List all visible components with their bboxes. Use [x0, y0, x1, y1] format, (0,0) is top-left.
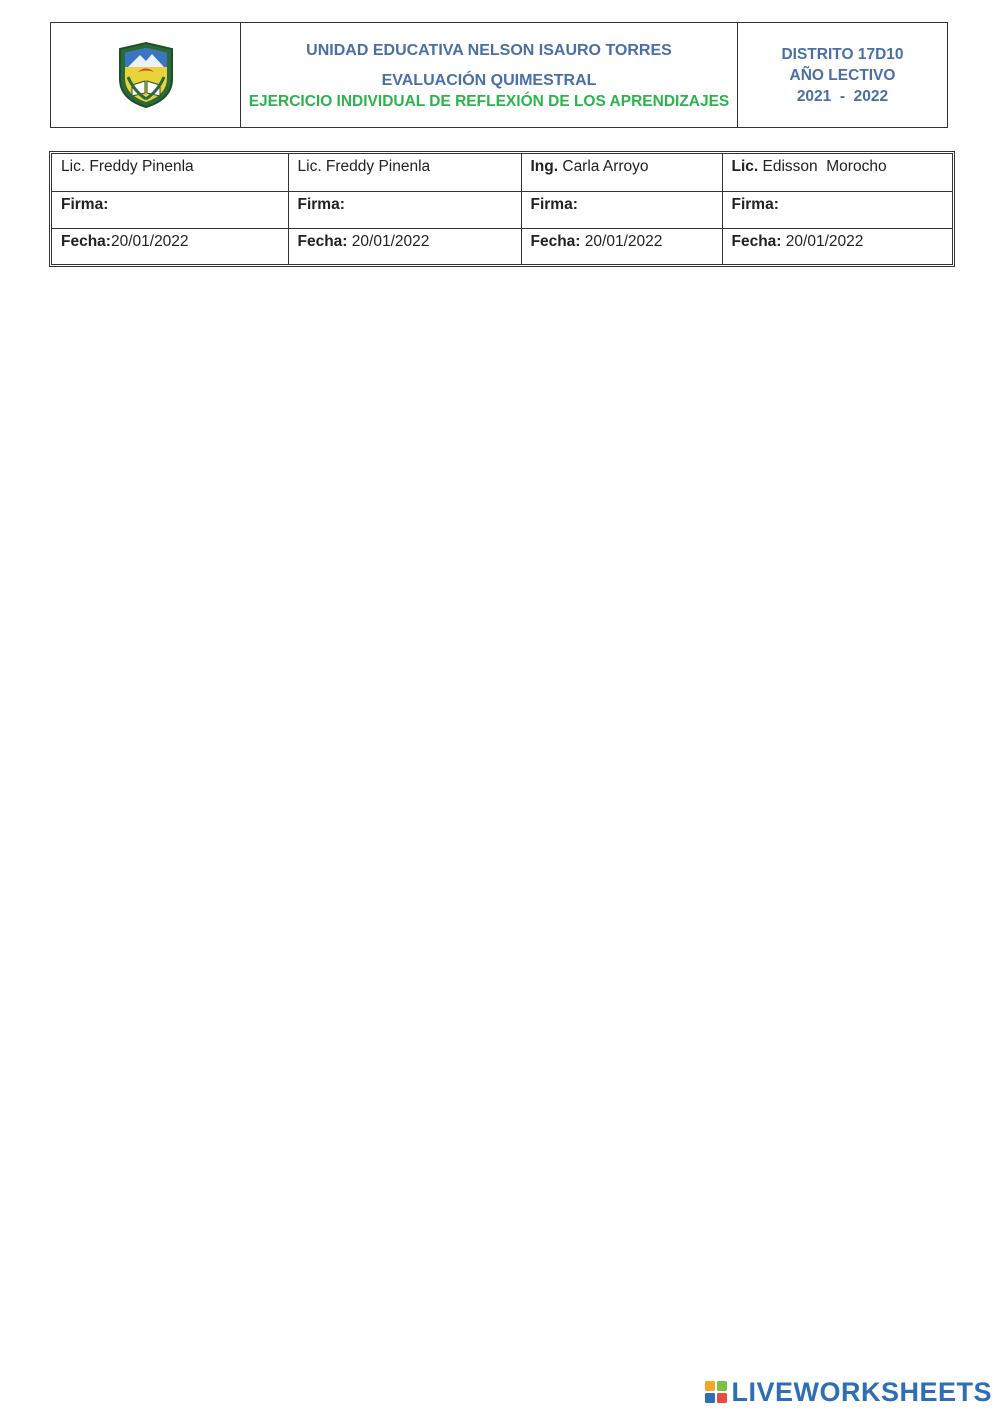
fecha-cell	[521, 228, 722, 265]
firma-label: Firma:	[61, 195, 109, 213]
signer-name: Lic. Freddy Pinenla	[297, 158, 431, 175]
school-year: 2021 - 2022	[796, 87, 889, 105]
signer-name-cell	[521, 154, 722, 191]
exercise-title: EJERCICIO INDIVIDUAL DE REFLEXIÓN DE LOS APRENDIZAJES	[248, 92, 730, 110]
fecha-value: 20/01/2022	[781, 232, 864, 250]
district-cell	[738, 23, 947, 127]
fecha-cell	[288, 228, 521, 265]
firma-label: Firma:	[731, 195, 779, 213]
firma-cell[interactable]	[52, 191, 288, 228]
firma-cell[interactable]	[521, 191, 722, 228]
signer-title: Lic.	[731, 158, 759, 175]
signer-name-cell	[288, 154, 521, 191]
liveworksheets-watermark[interactable]	[705, 1377, 992, 1407]
fecha-label: Fecha:	[530, 232, 581, 250]
fecha-cell	[52, 228, 288, 265]
firma-label: Firma:	[297, 195, 345, 213]
fecha-label: Fecha:	[297, 232, 348, 250]
fecha-cell	[722, 228, 952, 265]
logo-cell	[51, 23, 241, 127]
document-header	[50, 22, 948, 128]
signer-name: Edisson Morocho	[758, 158, 887, 175]
school-name: UNIDAD EDUCATIVA NELSON ISAURO TORRES	[306, 41, 672, 59]
district-code: DISTRITO 17D10	[781, 45, 904, 63]
signer-title: Ing.	[530, 158, 559, 175]
table-row-names	[52, 154, 952, 191]
school-crest-icon	[114, 41, 178, 109]
title-cell	[241, 23, 738, 127]
watermark-text: LIVEWORKSHEETS	[731, 1376, 992, 1407]
table-row-fecha	[52, 228, 952, 265]
table-row-firma	[52, 191, 952, 228]
fecha-value: 20/01/2022	[110, 232, 189, 250]
signer-name-cell	[722, 154, 952, 191]
firma-label: Firma:	[530, 195, 578, 213]
evaluation-title: EVALUACIÓN QUIMESTRAL	[381, 71, 597, 89]
firma-cell[interactable]	[288, 191, 521, 228]
signature-table	[49, 151, 955, 267]
liveworksheets-logo-icon	[705, 1381, 727, 1403]
fecha-value: 20/01/2022	[580, 232, 663, 250]
signer-name: Lic. Freddy Pinenla	[61, 158, 194, 175]
fecha-label: Fecha:	[61, 232, 111, 250]
fecha-value: 20/01/2022	[347, 232, 430, 250]
signer-name-cell	[52, 154, 288, 191]
fecha-label: Fecha:	[731, 232, 782, 250]
firma-cell[interactable]	[722, 191, 952, 228]
school-year-label: AÑO LECTIVO	[789, 66, 896, 84]
signer-name: Carla Arroyo	[558, 158, 649, 175]
